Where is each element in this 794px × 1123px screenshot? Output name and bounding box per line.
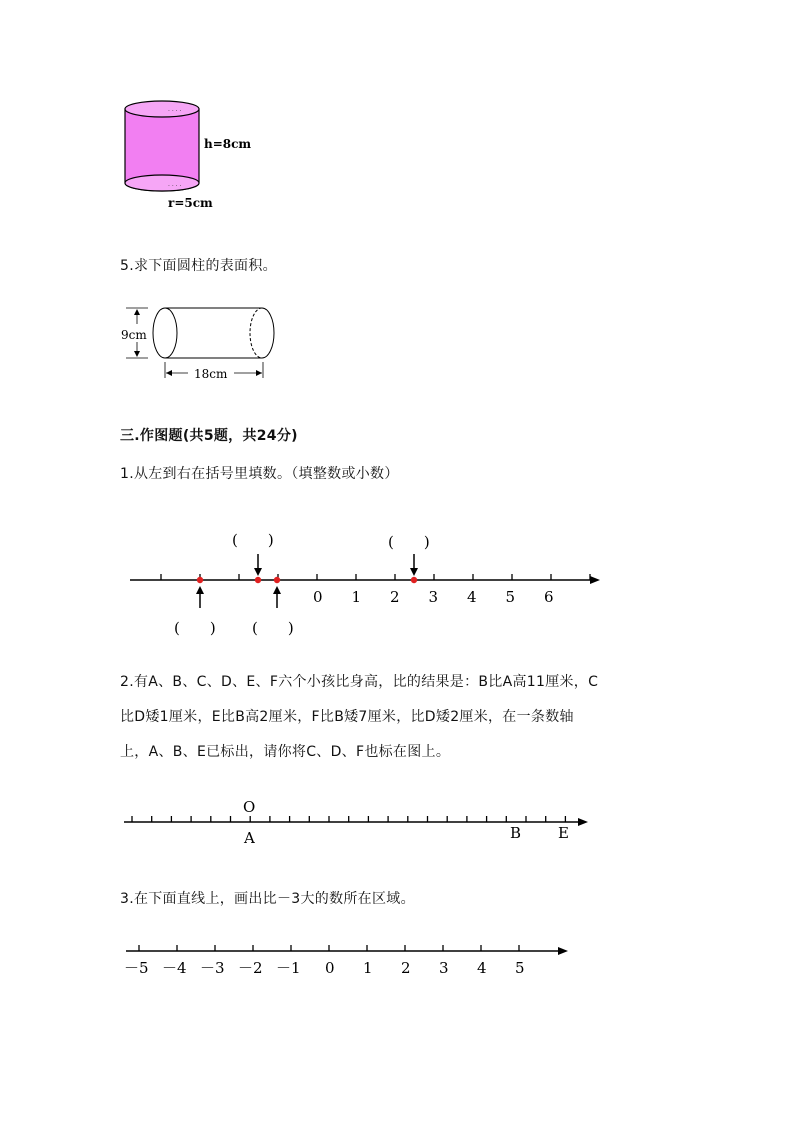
svg-text:. . . .: . . . . — [168, 181, 182, 188]
label-B: B — [510, 824, 522, 842]
nl3-tick-label: 5 — [515, 959, 525, 977]
nl3-tick-label: －5 — [124, 959, 149, 977]
point-1 — [197, 577, 203, 583]
cylinder-figure-1 — [110, 95, 260, 215]
number-line-2 — [118, 795, 598, 850]
blank-above-2: ( ) — [388, 533, 430, 551]
number-line-1 — [120, 520, 610, 645]
point-4 — [411, 577, 417, 583]
nl1-tick-label: 1 — [351, 588, 362, 606]
nl3-tick-label: 1 — [363, 959, 373, 977]
nl1-tick-label: 2 — [390, 588, 400, 606]
nl1-tick-label: 5 — [505, 588, 516, 606]
question-1: 1.从左到右在括号里填数。（填整数或小数） — [120, 466, 399, 482]
nl3-tick-label: －3 — [200, 959, 225, 977]
blank-above-1: ( ) — [232, 531, 274, 549]
cylinder-bottom — [125, 175, 199, 191]
blank-below-1: ( ) — [174, 619, 216, 637]
nl1-tick-label: 6 — [544, 588, 554, 606]
label-O: O — [243, 798, 256, 816]
nl3-tick-label: －2 — [238, 959, 263, 977]
blank-below-2: ( ) — [252, 619, 294, 637]
question-3: 3.在下面直线上，画出比－3大的数所在区域。 — [120, 891, 415, 907]
length-label: 18cm — [194, 367, 228, 381]
nl1-tick-label: 4 — [467, 588, 477, 606]
radius-label: r=5cm — [168, 196, 213, 210]
nl3-tick-label: 2 — [401, 959, 411, 977]
nl1-tick-label: 0 — [313, 588, 323, 606]
question-2-line-2: 比D矮1厘米，E比B高2厘米，F比B矮7厘米，比D矮2厘米，在一条数轴 — [120, 709, 574, 725]
point-3 — [274, 577, 280, 583]
number-line-3 — [118, 935, 578, 985]
nl3-tick-label: 0 — [325, 959, 335, 977]
height-label: h=8cm — [204, 137, 252, 151]
diameter-label: 9cm — [121, 328, 147, 342]
nl1-tick-label: 3 — [428, 588, 439, 606]
label-E: E — [558, 824, 569, 842]
question-2-line-3: 上，A、B、E已标出，请你将C、D、F也标在图上。 — [120, 744, 451, 760]
nl3-tick-label: －1 — [276, 959, 301, 977]
cylinder-figure-2 — [118, 300, 288, 390]
svg-text:. . . .: . . . . — [168, 106, 182, 113]
nl3-tick-label: －4 — [162, 959, 187, 977]
question-5: 5.求下面圆柱的表面积。 — [120, 258, 277, 274]
section-3-title: 三.作图题(共5题，共24分) — [120, 428, 298, 444]
label-A: A — [244, 829, 255, 847]
question-2-line-1: 2.有A、B、C、D、E、F六个小孩比身高，比的结果是：B比A高11厘米，C — [120, 674, 599, 690]
nl3-tick-label: 4 — [477, 959, 487, 977]
point-2 — [255, 577, 261, 583]
nl3-tick-label: 3 — [439, 959, 449, 977]
cylinder-top — [125, 101, 199, 117]
